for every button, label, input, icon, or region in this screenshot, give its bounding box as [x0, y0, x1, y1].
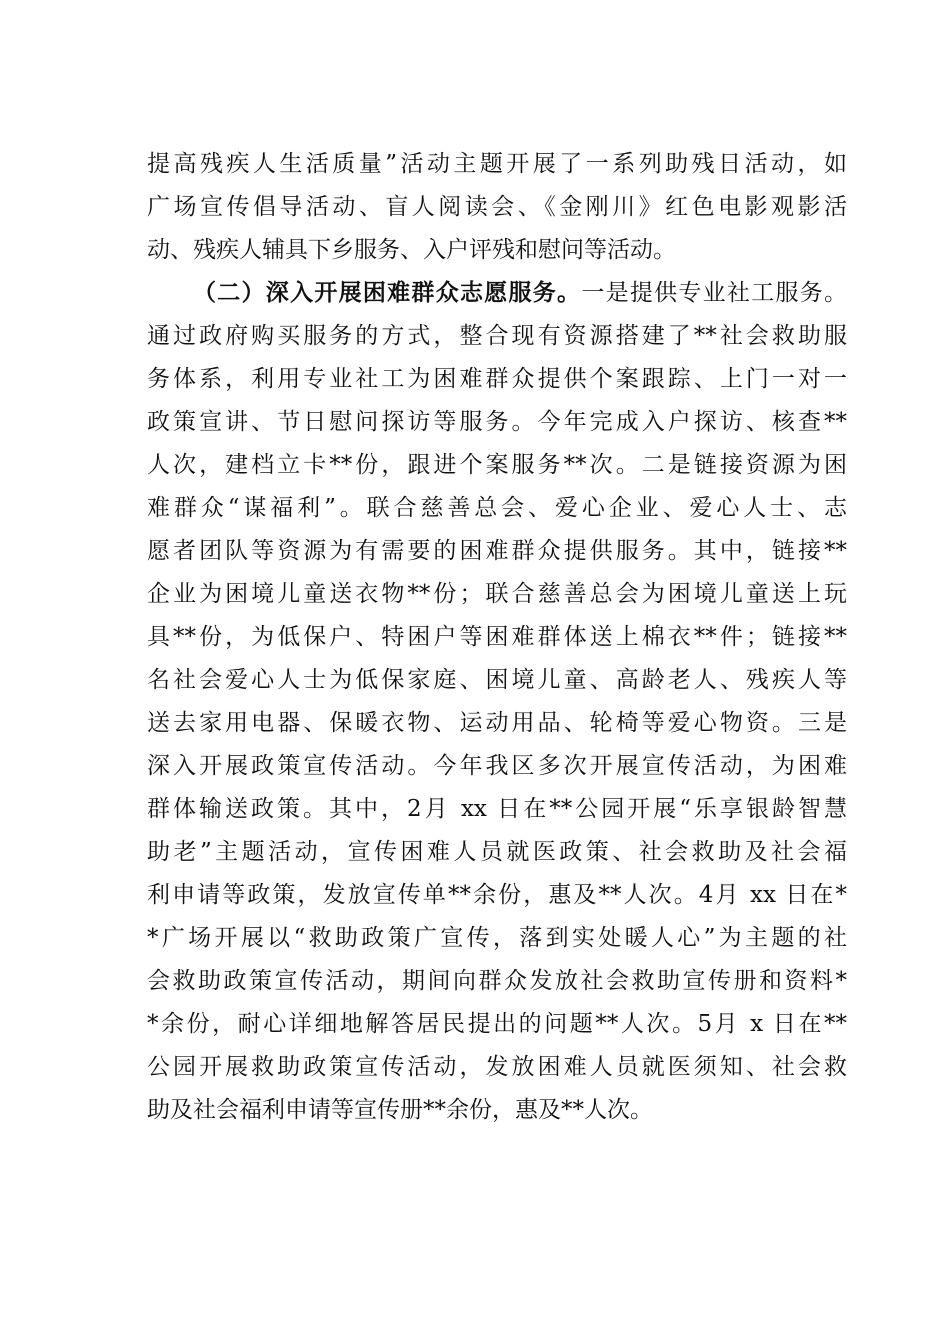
text-line: 通过政府购买服务的方式，整合现有资源搭建了**社会救助服 [147, 323, 847, 349]
text-line: 人次，建档立卡**份，跟进个案服务**次。二是链接资源为困 [147, 452, 847, 478]
text-line: 企业为困境儿童送衣物**份；联合慈善总会为困境儿童送上玩 [147, 581, 847, 607]
text-line: 助老”主题活动，宣传困难人员就医政策、社会救助及社会福 [147, 839, 847, 865]
text-line: 愿者团队等资源为有需要的困难群众提供服务。其中，链接** [147, 538, 847, 564]
text-line: *广场开展以“救助政策广宣传，落到实处暖人心”为主题的社 [147, 925, 847, 951]
text-line: 提高残疾人生活质量”活动主题开展了一系列助残日活动，如 [147, 151, 847, 177]
text-line: 名社会爱心人士为低保家庭、困境儿童、高龄老人、残疾人等 [147, 667, 847, 693]
text-line: 广场宣传倡导活动、盲人阅读会、《金刚川》红色电影观影活 [147, 194, 847, 220]
text-line: 深入开展政策宣传活动。今年我区多次开展宣传活动，为困难 [147, 753, 847, 779]
text-line: 务体系，利用专业社工为困难群众提供个案跟踪、上门一对一 [147, 366, 847, 392]
text-line: 助及社会福利申请等宣传册**余份，惠及**人次。 [147, 1097, 653, 1123]
text-line: 利申请等政策，发放宣传单**余份，惠及**人次。4月 xx 日在* [147, 882, 847, 908]
text-line: 政策宣讲、节日慰问探访等服务。今年完成入户探访、核查** [147, 409, 847, 435]
text-line: 具**份，为低保户、特困户等困难群体送上棉衣**件；链接** [147, 624, 847, 650]
text-line: 会救助政策宣传活动，期间向群众发放社会救助宣传册和资料* [147, 968, 847, 994]
text-span: 一是提供专业社工服务。 [581, 280, 847, 306]
text-line: *余份，耐心详细地解答居民提出的问题**人次。5月 x 日在** [147, 1011, 847, 1037]
text-line: 动、残疾人辅具下乡服务、入户评残和慰问等活动。 [147, 237, 676, 263]
text-line: 群体输送政策。其中，2月 xx 日在**公园开展“乐享银龄智慧 [147, 796, 847, 822]
text-line-first [193, 277, 847, 309]
section-heading: （二）深入开展困难群众志愿服务。 [193, 279, 582, 306]
text-line: 难群众“谋福利”。联合慈善总会、爱心企业、爱心人士、志 [147, 495, 847, 521]
text-line: 公园开展救助政策宣传活动，发放困难人员就医须知、社会救 [147, 1054, 847, 1080]
text-line: 送去家用电器、保暖衣物、运动用品、轮椅等爱心物资。三是 [147, 710, 847, 736]
